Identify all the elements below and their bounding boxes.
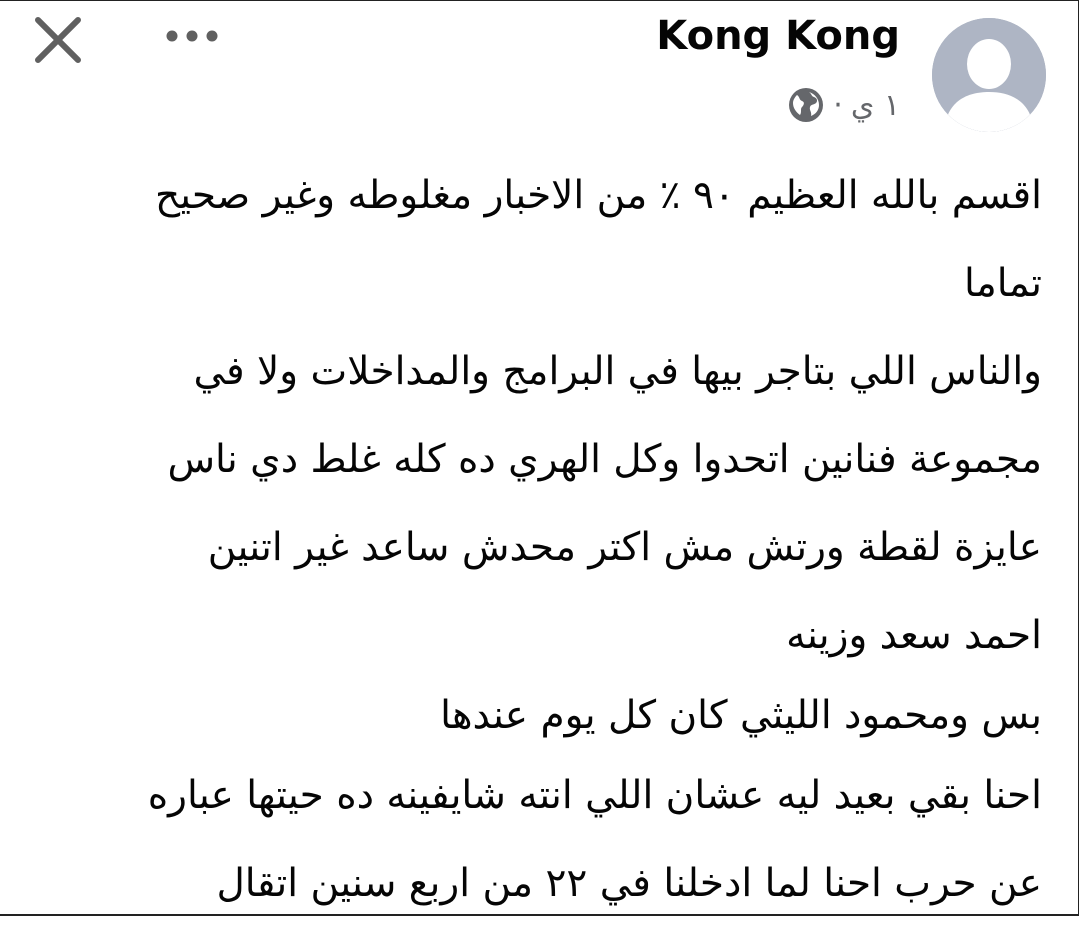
meta-separator: · bbox=[833, 87, 843, 123]
author-name[interactable]: Kong Kong bbox=[656, 13, 900, 59]
post-text bbox=[32, 152, 1042, 928]
default-avatar-icon bbox=[932, 18, 1046, 132]
post-line-3: والناس اللي بتاجر بيها في البرامج والمداخلات ولا في bbox=[193, 349, 1042, 394]
post-line-9: عن حرب احنا لما ادخلنا في ٢٢ من اربع سنين اتقال bbox=[216, 861, 1042, 906]
avatar[interactable] bbox=[932, 18, 1046, 132]
post-line-6: احمد سعد وزينه bbox=[786, 613, 1042, 658]
close-button[interactable] bbox=[30, 12, 86, 68]
post-line-2: تماما bbox=[963, 261, 1042, 306]
more-options-button[interactable] bbox=[160, 22, 224, 50]
post-line-7: بس ومحمود الليثي كان كل يوم عندها bbox=[440, 693, 1042, 738]
post-time[interactable]: ١ ي bbox=[850, 87, 900, 123]
post-line-1: اقسم بالله العظيم ٩٠ ٪ من الاخبار مغلوطه وغير صحيح bbox=[154, 173, 1042, 218]
post-header bbox=[486, 10, 1046, 135]
post-line-4: مجموعة فنانين اتحدوا وكل الهري ده كله غلط دي ناس bbox=[167, 437, 1042, 482]
globe-icon bbox=[787, 86, 825, 124]
more-icon bbox=[160, 22, 224, 50]
post-meta bbox=[787, 80, 900, 130]
post-line-5: عايزة لقطة ورتش مش اكتر محدش ساعد غير اتنين bbox=[207, 525, 1042, 570]
post-line-8: احنا بقي بعيد ليه عشان اللي انته شايفينه ده حيتها عباره bbox=[147, 773, 1042, 818]
close-icon bbox=[30, 12, 86, 68]
